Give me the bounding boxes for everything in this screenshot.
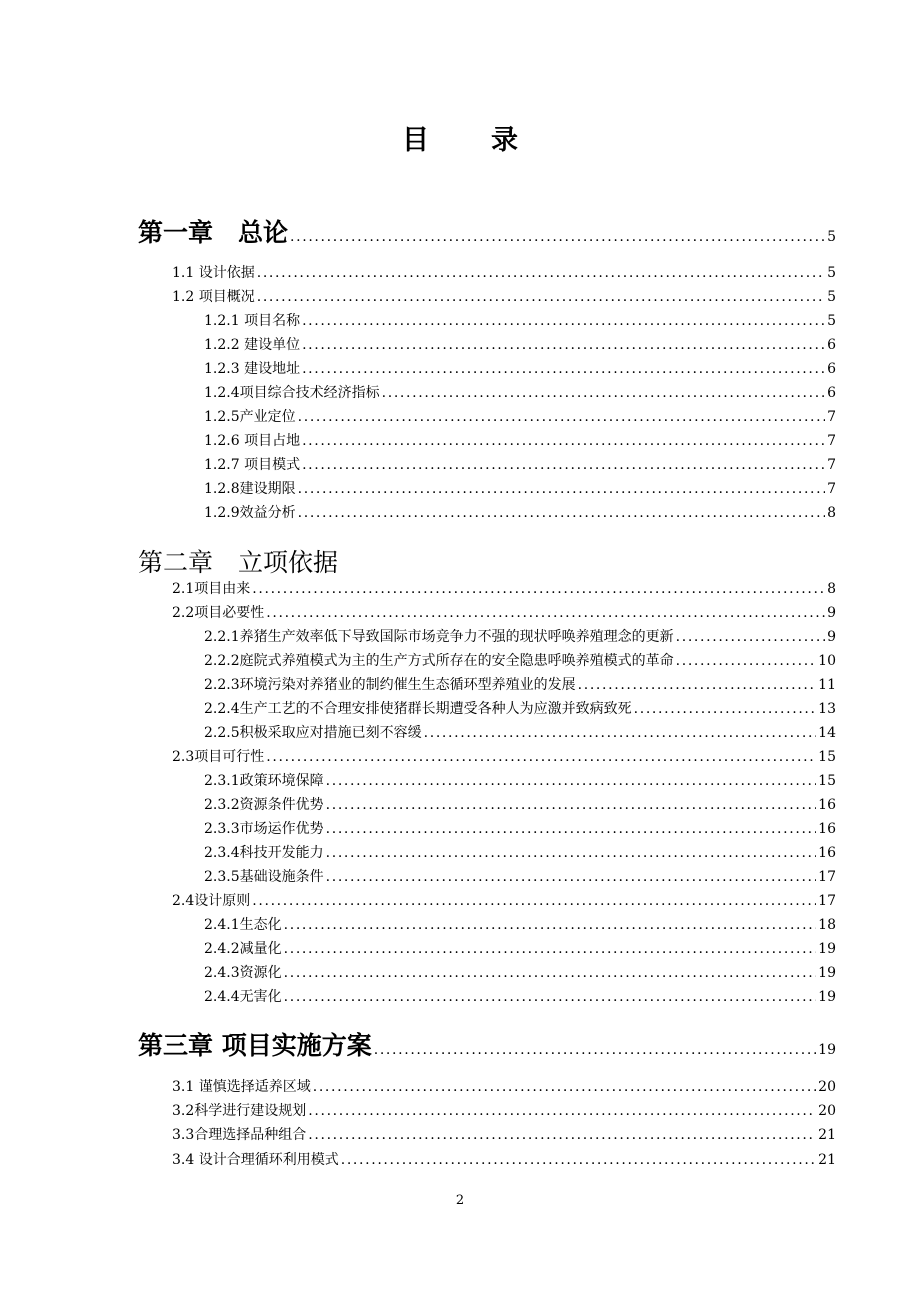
toc-entry-label: 2.3.5基础设施条件 xyxy=(204,869,324,885)
toc-entry-label: 3.2科学进行建设规划 xyxy=(172,1103,307,1119)
toc-entry[interactable] xyxy=(204,310,836,330)
toc-entry[interactable] xyxy=(172,286,836,306)
toc-page-number: 16 xyxy=(818,797,836,813)
toc-entry[interactable] xyxy=(204,454,836,474)
toc-leader-dots xyxy=(298,481,825,497)
toc-entry[interactable] xyxy=(172,1100,836,1120)
toc-page-number: 6 xyxy=(827,337,836,353)
toc-entry[interactable] xyxy=(204,818,836,838)
toc-entry[interactable] xyxy=(204,986,836,1006)
toc-leader-dots xyxy=(308,1127,816,1143)
toc-page-number: 5 xyxy=(827,229,836,245)
toc-entry[interactable] xyxy=(204,502,836,522)
toc-entry-label: 1.2.2 建设单位 xyxy=(204,337,301,353)
toc-leader-dots xyxy=(302,457,825,473)
toc-entry[interactable] xyxy=(204,962,836,982)
toc-entry-label: 2.3.4科技开发能力 xyxy=(204,845,324,861)
toc-leader-dots xyxy=(313,1079,816,1095)
toc-entry-label: 第一章 总论 xyxy=(138,218,289,247)
toc-page-number: 20 xyxy=(818,1103,836,1119)
toc-entry-label: 2.2.4生产工艺的不合理安排使猪群长期遭受各种人为应激并致病致死 xyxy=(204,701,632,717)
toc-page-number: 8 xyxy=(827,505,836,521)
toc-entry-label: 2.3.3市场运作优势 xyxy=(204,821,324,837)
toc-page-number: 21 xyxy=(818,1152,836,1168)
toc-page-number: 9 xyxy=(827,605,836,621)
toc-entry-label: 1.2.4项目综合技术经济指标 xyxy=(204,385,380,401)
toc-chapter[interactable] xyxy=(138,213,836,247)
toc-page-number: 7 xyxy=(827,457,836,473)
toc-leader-dots xyxy=(302,337,825,353)
toc-entry-label: 2.4.2减量化 xyxy=(204,941,282,957)
toc-leader-dots xyxy=(676,653,817,669)
toc-leader-dots xyxy=(326,821,817,837)
toc-leader-dots xyxy=(257,289,825,305)
toc-entry[interactable] xyxy=(204,478,836,498)
title-char-2: 录 xyxy=(491,125,518,156)
toc-entry[interactable] xyxy=(204,938,836,958)
toc-entry-label: 1.1 设计依据 xyxy=(172,265,255,281)
toc-entry[interactable] xyxy=(172,1076,836,1096)
toc-entry[interactable] xyxy=(204,626,836,646)
toc-entry[interactable] xyxy=(172,578,836,598)
toc-entry-label: 3.3合理选择品种组合 xyxy=(172,1127,307,1143)
toc-entry-label: 2.2.5积极采取应对措施已刻不容缓 xyxy=(204,725,422,741)
toc-entry-label: 1.2.9效益分析 xyxy=(204,505,296,521)
toc-entry-label: 1.2.6 项目占地 xyxy=(204,433,301,449)
toc-entry[interactable] xyxy=(172,1124,836,1144)
toc-entry-label: 1.2 项目概况 xyxy=(172,289,255,305)
toc-entry[interactable] xyxy=(172,262,836,282)
toc-entry-label: 1.2.7 项目模式 xyxy=(204,457,301,473)
toc-entry[interactable] xyxy=(204,866,836,886)
toc-leader-dots xyxy=(382,385,825,401)
toc-page-number: 15 xyxy=(818,773,836,789)
toc-entry-label: 2.2.3环境污染对养猪业的制约催生生态循环型养殖业的发展 xyxy=(204,677,576,693)
toc-leader-dots xyxy=(374,1042,816,1058)
toc-leader-dots xyxy=(341,1152,816,1168)
toc-leader-dots xyxy=(302,361,825,377)
toc-chapter[interactable] xyxy=(138,1026,836,1060)
toc-entry-label: 3.1 谨慎选择适养区域 xyxy=(172,1079,311,1095)
toc-entry[interactable] xyxy=(204,722,836,742)
toc-page-number: 17 xyxy=(818,893,836,909)
toc-page-number: 5 xyxy=(827,265,836,281)
toc-leader-dots xyxy=(676,629,825,645)
title-char-1: 目 xyxy=(402,125,429,156)
toc-page-number: 17 xyxy=(818,869,836,885)
toc-leader-dots xyxy=(284,941,817,957)
toc-entry-label: 2.3项目可行性 xyxy=(172,749,265,765)
toc-entry-label: 2.4.1生态化 xyxy=(204,917,282,933)
toc-leader-dots xyxy=(326,845,817,861)
toc-page-number: 19 xyxy=(818,941,836,957)
toc-entry[interactable] xyxy=(172,1149,836,1169)
toc-entry-label: 2.2项目必要性 xyxy=(172,605,265,621)
toc-page-number: 6 xyxy=(827,361,836,377)
toc-entry-label: 第二章 立项依据 xyxy=(138,548,339,577)
toc-entry[interactable] xyxy=(172,890,836,910)
toc-entry[interactable] xyxy=(172,746,836,766)
toc-page-number: 7 xyxy=(827,409,836,425)
toc-page-number: 21 xyxy=(818,1127,836,1143)
toc-leader-dots xyxy=(298,409,825,425)
toc-leader-dots xyxy=(252,893,816,909)
toc-leader-dots xyxy=(634,701,817,717)
toc-leader-dots xyxy=(284,989,817,1005)
toc-leader-dots xyxy=(298,505,825,521)
toc-entry[interactable] xyxy=(204,914,836,934)
toc-entry-label: 1.2.8建设期限 xyxy=(204,481,296,497)
toc-leader-dots xyxy=(326,773,817,789)
toc-chapter[interactable] xyxy=(138,543,836,577)
toc-leader-dots xyxy=(302,313,825,329)
toc-entry[interactable] xyxy=(172,602,836,622)
toc-leader-dots xyxy=(302,433,825,449)
toc-leader-dots xyxy=(424,725,817,741)
toc-entry-label: 1.2.1 项目名称 xyxy=(204,313,301,329)
toc-entry-label: 2.2.1养猪生产效率低下导致国际市场竞争力不强的现状呼唤养殖理念的更新 xyxy=(204,629,674,645)
toc-entry-label: 第三章 项目实施方案 xyxy=(138,1031,372,1060)
toc-page-number: 19 xyxy=(818,1042,836,1058)
toc-page-number: 15 xyxy=(818,749,836,765)
toc-page-number: 18 xyxy=(818,917,836,933)
toc-leader-dots xyxy=(326,797,817,813)
toc-entry-label: 2.4设计原则 xyxy=(172,893,251,909)
toc-entry[interactable] xyxy=(204,382,836,402)
toc-leader-dots xyxy=(290,229,825,245)
toc-entry-label: 1.2.3 建设地址 xyxy=(204,361,301,377)
toc-leader-dots xyxy=(266,749,816,765)
toc-leader-dots xyxy=(257,265,825,281)
toc-entry-label: 2.1项目由来 xyxy=(172,581,251,597)
toc-page-number: 9 xyxy=(827,629,836,645)
toc-page-number: 20 xyxy=(818,1079,836,1095)
toc-entry-label: 2.2.2庭院式养殖模式为主的生产方式所存在的安全隐患呼唤养殖模式的革命 xyxy=(204,653,674,669)
toc-page-number: 13 xyxy=(818,701,836,717)
toc-entry-label: 2.4.4无害化 xyxy=(204,989,282,1005)
toc-page-number: 10 xyxy=(818,653,836,669)
toc-entry[interactable] xyxy=(204,842,836,862)
toc-entry[interactable] xyxy=(204,794,836,814)
toc-entry[interactable] xyxy=(204,698,836,718)
toc-page-number: 11 xyxy=(818,677,836,693)
toc-leader-dots xyxy=(252,581,825,597)
toc-entry-label: 2.4.3资源化 xyxy=(204,965,282,981)
toc-page-number: 5 xyxy=(827,313,836,329)
toc-leader-dots xyxy=(266,605,825,621)
toc-entry[interactable] xyxy=(204,650,836,670)
toc-page-number: 6 xyxy=(827,385,836,401)
toc-entry[interactable] xyxy=(204,334,836,354)
toc-entry-label: 2.3.2资源条件优势 xyxy=(204,797,324,813)
page-number: 2 xyxy=(455,1193,465,1208)
toc-entry-label: 2.3.1政策环境保障 xyxy=(204,773,324,789)
toc-leader-dots xyxy=(308,1103,816,1119)
toc-entry[interactable] xyxy=(204,770,836,790)
toc-leader-dots xyxy=(326,869,817,885)
toc-leader-dots xyxy=(578,677,817,693)
toc-page-number: 8 xyxy=(827,581,836,597)
toc-entry[interactable] xyxy=(204,406,836,426)
toc-page-number: 19 xyxy=(818,965,836,981)
toc-page-number: 7 xyxy=(827,481,836,497)
toc-page-number: 14 xyxy=(818,725,836,741)
toc-page-number: 16 xyxy=(818,821,836,837)
toc-page-number: 19 xyxy=(818,989,836,1005)
toc-entry[interactable] xyxy=(204,430,836,450)
toc-leader-dots xyxy=(284,965,817,981)
toc-entry-label: 1.2.5产业定位 xyxy=(204,409,296,425)
toc-entry[interactable] xyxy=(204,674,836,694)
toc-entry-label: 3.4 设计合理循环利用模式 xyxy=(172,1152,339,1168)
toc-entry[interactable] xyxy=(204,358,836,378)
toc-page-number: 16 xyxy=(818,845,836,861)
toc-page-number: 7 xyxy=(827,433,836,449)
toc-page-number: 5 xyxy=(827,289,836,305)
toc-leader-dots xyxy=(284,917,817,933)
